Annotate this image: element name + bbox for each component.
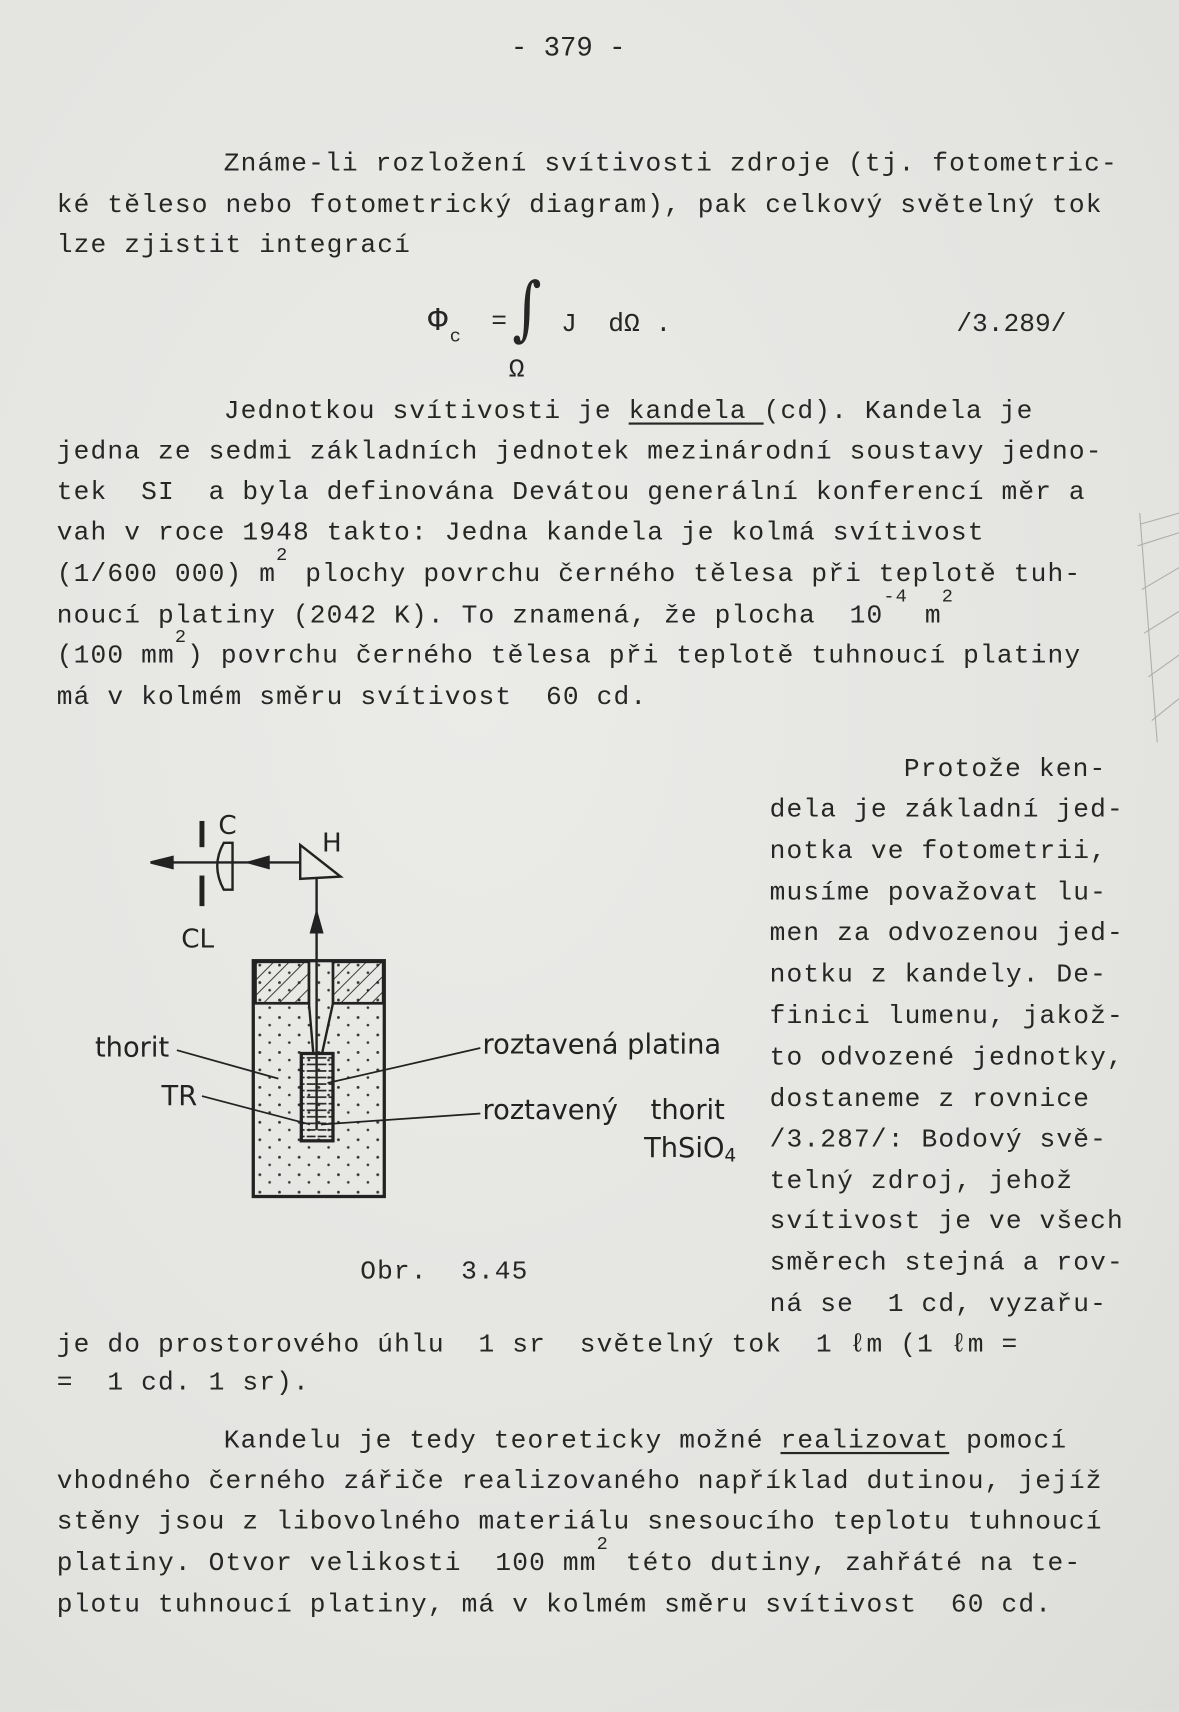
label-h: H	[322, 828, 342, 859]
text-run: to odvozené jednotky,	[769, 1043, 1124, 1074]
integrand: J dΩ .	[561, 310, 672, 340]
equation-number: /3.289/	[956, 310, 1067, 340]
text-run: tek SI a byla definována Devátou generální konferencí měr a	[56, 478, 1086, 508]
text-run: men za odvozenou jed-	[769, 919, 1124, 949]
text-run: musíme považovat lu-	[769, 878, 1108, 909]
text-run: dela je základní jed-	[769, 795, 1124, 826]
text-run: /3.287/: Bodový svě-	[769, 1125, 1108, 1156]
underlined-term: realizovat	[780, 1426, 950, 1457]
lens	[217, 843, 232, 890]
text-run: (1/600 000) m	[56, 560, 277, 590]
superscript: 2	[174, 627, 188, 649]
insulation-block-right	[333, 962, 383, 1003]
text-run: vhodného černého zářiče realizovaného například dutinou, jejíž	[56, 1467, 1103, 1497]
text-run: telný zdroj, jehož	[769, 1167, 1074, 1197]
text-run: notku z kandely. De-	[769, 960, 1108, 991]
text-run: noucí platiny (2042 K). To znamená, že plocha 10	[56, 601, 884, 632]
text-run: platiny. Otvor velikosti 100 mm	[56, 1549, 597, 1579]
superscript: 2	[276, 545, 289, 567]
text-run: finici lumenu, jakož-	[769, 1002, 1124, 1032]
integral-sign: ∫	[512, 268, 542, 350]
superscript: 2	[941, 587, 954, 609]
text-run: je do prostorového úhlu 1 sr světelný tok 1 ℓm (1 ℓm =	[56, 1330, 1019, 1361]
text-run: Kandelu je tedy teoreticky možné	[223, 1426, 781, 1457]
text-run: ) povrchu černého tělesa při teplotě tuhnoucí platiny	[187, 641, 1082, 672]
text-run: pomocí	[949, 1426, 1068, 1457]
text-run: ké těleso nebo fotometrický diagram), pak celkový světelný tok	[56, 191, 1103, 221]
label-molten-thorite-2: thorit	[650, 1094, 725, 1126]
text-run: m	[907, 601, 942, 632]
text-run: lze zjistit integrací	[56, 231, 412, 261]
arrowhead-up	[311, 913, 322, 933]
text-run: jedna ze sedmi základních jednotek mezinárodní soustavy jedno-	[56, 437, 1103, 468]
text-run: vah v roce 1948 takto: Jedna kandela je kolmá svítivost	[56, 518, 985, 549]
text-run: svítivost je ve všech	[769, 1207, 1124, 1237]
label-cl: CL	[181, 924, 215, 955]
text-run: notka ve fotometrii,	[769, 837, 1108, 867]
text-run: této dutiny, zahřáté na te-	[608, 1549, 1082, 1579]
label-tr: TR	[161, 1080, 198, 1112]
flux-symbol: Φ	[427, 303, 448, 341]
insulation-block-left	[255, 962, 308, 1003]
thorite-tube	[301, 1053, 333, 1140]
superscript: -4	[883, 587, 908, 609]
underlined-term: kandela	[628, 397, 764, 427]
text-run: má v kolmém směru svítivost 60 cd.	[56, 683, 648, 713]
text-run: Protože ken-	[903, 755, 1107, 785]
text-run: Jednotkou svítivosti je	[223, 397, 629, 427]
label-thsio4: ThSiO4	[644, 1133, 737, 1167]
text-run: stěny jsou z libovolného materiálu snesoucího teplotu tuhnoucí	[56, 1507, 1103, 1538]
equals-sign: =	[491, 307, 507, 338]
figure-caption: Obr. 3.45	[360, 1257, 529, 1288]
label-molten-platinum: roztavená platina	[482, 1029, 722, 1061]
pencil-sketch-margin	[1138, 513, 1179, 742]
text-run: ná se 1 cd, vyzařu-	[769, 1290, 1108, 1320]
label-c: C	[218, 811, 237, 842]
text-run: (cd). Kandela je	[763, 397, 1034, 427]
integral-lower-limit: Ω	[508, 355, 525, 386]
superscript: 2	[596, 1534, 609, 1556]
text-run: Známe-li rozložení svítivosti zdroje (tj. fotometric-	[223, 149, 1118, 180]
label-molten-thorite: roztavený	[482, 1094, 618, 1126]
text-run: dostaneme z rovnice	[769, 1085, 1091, 1115]
text-run: plochy povrchu černého tělesa při teplotě tuh-	[288, 560, 1082, 590]
flux-subscript: c	[449, 327, 461, 349]
label-thorit: thorit	[94, 1032, 170, 1064]
text-run: (100 mm	[56, 641, 175, 672]
text-run: = 1 cd. 1 sr).	[56, 1368, 310, 1399]
text-run: směrech stejná a rov-	[769, 1248, 1124, 1279]
text-run: plotu tuhnoucí platiny, má v kolmém směru svítivost 60 cd.	[56, 1590, 1053, 1621]
page-number: - 379 -	[510, 32, 626, 65]
arrowhead-mid	[249, 857, 269, 868]
arrowhead-left	[151, 857, 173, 868]
